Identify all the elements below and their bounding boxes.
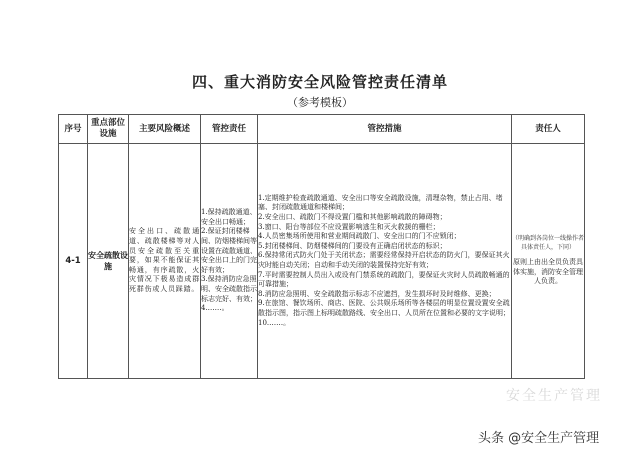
measure-item: 7.平时需要控制人员出入或设有门禁系统的疏散门，要保证火灾时人员疏散畅通的可靠措施； bbox=[258, 270, 510, 289]
measure-item: 4.人员密集场所使用和营业期间疏散门、安全出口的门不应锁闭； bbox=[258, 232, 461, 241]
row-key-part: 安全疏散设施 bbox=[88, 144, 129, 379]
measure-item: 10.……。 bbox=[258, 318, 291, 327]
header-control-responsibility: 管控责任 bbox=[201, 115, 258, 144]
responsibility-item: 3.保持消防应急照明、安全疏散指示标志完好、有效； bbox=[201, 275, 257, 303]
measure-item: 8.消防应急照明、安全疏散指示标志不应遮挡，发生损坏时及时维修、更换； bbox=[258, 289, 496, 298]
document-subtitle: （参考模板） bbox=[287, 96, 353, 109]
document-title: 四、重大消防安全风险管控责任清单 bbox=[191, 73, 448, 91]
table-header-row bbox=[59, 115, 585, 144]
header-risk-overview: 主要风险概述 bbox=[129, 115, 201, 144]
header-control-measures: 管控措施 bbox=[258, 115, 512, 144]
measure-item: 2.安全出口、疏散门不得设置门槛和其他影响疏散的障碍物； bbox=[258, 213, 447, 222]
responsibility-item: 2.保证封闭楼梯间、防烟楼梯间等设置在疏散通道、安全出口上的门完好有效； bbox=[201, 227, 257, 274]
footer-attribution: 头条 @安全生产管理 bbox=[478, 431, 600, 446]
owner-text: 原则上由出全员负责具体实施，消防安全管理人负责。 bbox=[513, 258, 583, 286]
row-owner bbox=[512, 144, 585, 379]
row-number: 4-1 bbox=[59, 144, 88, 379]
table-row bbox=[59, 144, 585, 379]
responsibility-item: 1.保持疏散通道、安全出口畅通； bbox=[201, 208, 257, 226]
owner-note: （明确到各岗位一线操作者具体责任人，下同） bbox=[512, 235, 585, 251]
watermark: 安全生产管理 bbox=[506, 388, 602, 404]
row-control-responsibility bbox=[201, 144, 258, 379]
measure-item: 3.窗口、阳台等部位不应设置影响逃生和灭火救援的栅栏； bbox=[258, 222, 440, 231]
header-key-part: 重点部位设施 bbox=[88, 115, 129, 144]
responsibility-item: 4.……。 bbox=[201, 304, 229, 313]
header-no: 序号 bbox=[59, 115, 88, 144]
measure-item: 1.定期维护检查疏散通道、安全出口等安全疏散设施，清理杂物，禁止占用、堵塞、封闭疏散通道和楼梯间； bbox=[258, 193, 503, 212]
header-owner: 责任人 bbox=[512, 115, 585, 144]
measure-item: 5.封闭楼梯间、防烟楼梯间的门要设有正确启闭状态的标识； bbox=[258, 241, 447, 250]
risk-responsibility-table bbox=[58, 114, 585, 379]
measure-item: 9.在旅馆、餐饮场所、商店、医院、公共娱乐场所等各楼层的明显位置设置安全疏散指示图，指示图上标明疏散路线、安全出口、人员所在位置和必要的文字说明； bbox=[258, 299, 510, 317]
measure-item: 6.保持常闭式防火门处于关闭状态；需要经常保持开启状态的防火门，要保证其火灾时能自动关闭；自动和手动关闭的装置保持完好有效； bbox=[258, 251, 510, 269]
row-risk-overview: 安全出口、疏散通道、疏散楼梯等对人员安全疏散至关重要，如果不能保证其畅通，有序疏散，火灾情况下极易造成群死群伤或人员踩踏。 bbox=[129, 144, 201, 379]
row-control-measures bbox=[258, 144, 512, 379]
